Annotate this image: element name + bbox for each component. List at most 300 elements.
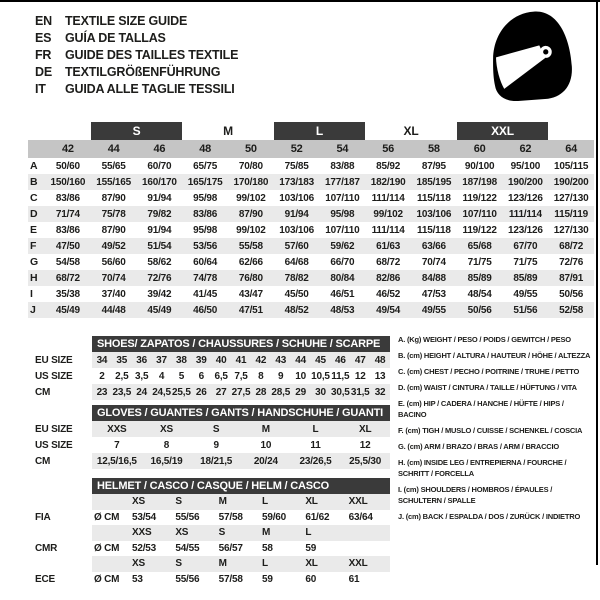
measurement-cell: 48/53	[330, 304, 355, 316]
row-label: CM	[35, 386, 51, 398]
helmet-unit-cell	[92, 494, 130, 510]
measurement-row-G	[28, 254, 594, 270]
measurement-row-A	[28, 158, 594, 174]
helmet-value-row	[28, 510, 390, 526]
row-letter: H	[30, 272, 38, 284]
right-border	[596, 0, 598, 565]
measurement-cell: 66/70	[330, 256, 355, 268]
helmet-value-cell: 59	[261, 573, 273, 585]
measurement-cell: 95/98	[193, 224, 218, 236]
textile-size-table	[28, 122, 594, 318]
measurement-cell: 85/89	[513, 272, 538, 284]
measurement-cell: 190/200	[508, 176, 543, 188]
gloves-cell: 7	[114, 439, 120, 451]
measurement-cell: 75/85	[284, 160, 309, 172]
helmet-unit-cell	[92, 556, 130, 572]
size-number-cell: 48	[199, 143, 212, 155]
measurement-cell: 46/50	[193, 304, 218, 316]
shoes-cell: 13	[374, 370, 386, 382]
measurement-cell: 103/106	[279, 192, 314, 204]
helmet-size-cell: S	[175, 558, 182, 570]
gloves-cell: 8	[163, 439, 170, 451]
shoes-cell: 37	[156, 354, 167, 366]
measurement-cell: 103/106	[416, 208, 452, 220]
measurement-cell: 46/51	[330, 288, 355, 300]
shoes-cell: 28,5	[271, 386, 291, 398]
measurement-cell: 95/98	[330, 208, 355, 220]
helmet-size-cell: XS	[132, 496, 145, 508]
helmet-unit-cell: Ø CM	[94, 542, 120, 554]
measurement-cell: 49/54	[376, 304, 401, 316]
row-label: EU SIZE	[35, 423, 73, 435]
gloves-cell: XS	[160, 423, 173, 435]
measurement-cell: 91/94	[147, 224, 172, 236]
helmet-size-values	[92, 525, 390, 541]
helmet-value-cell: 59	[305, 542, 317, 554]
measurement-cell: 35/38	[55, 288, 80, 300]
measurement-cell: 74/78	[193, 272, 218, 284]
row-letter: J	[30, 304, 36, 316]
measurement-cell: 71/74	[55, 208, 80, 220]
shoes-cell: 24	[136, 386, 148, 398]
shoes-cell: 34	[96, 354, 108, 366]
measurement-cell: 58/62	[147, 256, 172, 268]
measurement-cell: 87/95	[421, 160, 446, 172]
shoes-cell: 40	[215, 354, 227, 366]
measurement-cell: 107/110	[325, 224, 360, 236]
measurement-cell: 127/130	[553, 224, 589, 236]
language-code: EN	[35, 13, 52, 28]
measurement-cell: 83/86	[55, 192, 80, 204]
shoes-cell: 27,5	[231, 386, 251, 398]
gloves-cell: 20/24	[253, 455, 278, 467]
helmet-size-cell: XS	[175, 527, 189, 539]
shoes-cell: 44	[295, 354, 306, 366]
size-number-cell: 50	[244, 143, 257, 155]
measurement-cell: 47/51	[238, 304, 263, 316]
helmet-value-cell: 55/56	[175, 511, 200, 523]
legend-item: D. (cm) WAIST / CINTURA / TAILLE / HÜFTUNG / VITA	[398, 383, 577, 392]
language-code: FR	[35, 47, 52, 62]
measurement-cell: 48/54	[467, 288, 492, 300]
helmet-size-cell: S	[218, 527, 226, 539]
measurement-legend	[398, 334, 592, 527]
measurement-cell: 50/60	[55, 160, 80, 172]
measurement-cell: 91/94	[284, 208, 309, 220]
measurement-cell: 51/56	[513, 304, 538, 316]
shoes-cell: 12	[354, 370, 366, 382]
measurement-cell: 123/126	[508, 192, 543, 204]
measurement-cell: 61/63	[376, 240, 401, 252]
row-label: EU SIZE	[35, 354, 73, 366]
measurement-cell: 47/50	[55, 240, 80, 252]
measurement-cell: 37/40	[101, 288, 126, 300]
helmet-value-row	[28, 541, 390, 557]
row-letter: B	[30, 176, 38, 188]
size-number-cell: 46	[153, 143, 166, 155]
shoes-table-title: SHOES/ ZAPATOS / CHAUSSURES / SCHUHE / SCARPE	[92, 336, 390, 352]
helmet-value-cell: 61	[348, 573, 360, 585]
measurement-cell: 87/90	[101, 192, 126, 204]
measurement-cell: 107/110	[325, 192, 360, 204]
measurement-row-E	[28, 222, 594, 238]
size-number-cell: 58	[427, 143, 440, 155]
helmet-size-cell: XXL	[348, 496, 368, 508]
measurement-cell: 87/90	[238, 208, 263, 220]
measurement-cell: 53/56	[193, 240, 218, 252]
measurement-cell: 64/68	[284, 256, 309, 268]
helmet-value-cell: 54/55	[175, 542, 200, 554]
measurement-row-D	[28, 206, 594, 222]
shoes-cell: 2,5	[115, 370, 129, 382]
helmet-value-cell: 53	[132, 573, 143, 585]
size-number-cell: 44	[107, 143, 120, 155]
gloves-cell: L	[312, 423, 319, 435]
measurement-cell: 50/56	[559, 288, 584, 300]
measurement-cell: 177/187	[325, 176, 360, 188]
language-title: GUÍA DE TALLAS	[65, 30, 166, 45]
measurement-cell: 45/50	[284, 288, 309, 300]
gloves-row-values	[92, 421, 390, 437]
measurement-cell: 45/49	[147, 304, 172, 316]
shoes-cell: 36	[136, 354, 148, 366]
helmet-size-values	[92, 556, 390, 572]
helmet-value-cell: 52/53	[132, 542, 157, 554]
measurement-cell: 68/72	[559, 240, 584, 252]
shoes-cell: 38	[176, 354, 187, 366]
helmet-size-cell: M	[218, 496, 227, 508]
shoes-cell: 29	[295, 386, 306, 398]
row-letter: C	[30, 192, 38, 204]
language-title: TEXTILE SIZE GUIDE	[65, 13, 188, 28]
shoes-cell: 10,5	[311, 370, 330, 382]
measurement-cell: 52/58	[559, 304, 584, 316]
size-number-row	[28, 140, 594, 158]
measurement-cell: 85/92	[376, 160, 401, 172]
measurement-cell: 54/58	[55, 256, 80, 268]
shoes-cell: 24,5	[152, 386, 171, 398]
shoes-cell: 48	[374, 354, 386, 366]
measurement-row-C	[28, 190, 594, 206]
legend-item: B. (cm) HEIGHT / ALTURA / HAUTEUR / HÖHE / ALTEZZA	[398, 351, 591, 360]
measurement-cell: 99/102	[236, 224, 266, 236]
measurement-cell: 62/66	[238, 256, 263, 268]
measurement-cell: 49/55	[513, 288, 538, 300]
shoes-cell: 32	[374, 386, 386, 398]
shoes-table	[28, 336, 390, 400]
shoes-cell: 39	[195, 354, 207, 366]
measurement-cell: 99/102	[236, 192, 266, 204]
helmet-icon	[480, 5, 580, 107]
helmet-value-cell: 56/57	[218, 542, 243, 554]
shoes-cell: 31,5	[350, 386, 370, 398]
row-letter: A	[30, 160, 38, 172]
gloves-cell: 12	[359, 439, 371, 451]
helmet-table-title: HELMET / CASCO / CASQUE / HELM / CASCO	[92, 478, 390, 494]
language-row	[35, 63, 238, 80]
measurement-cell: 123/126	[508, 224, 543, 236]
helmet-size-row	[28, 525, 390, 541]
measurement-cell: 111/114	[508, 208, 542, 220]
measurement-row-I	[28, 286, 594, 302]
shoes-cell: 43	[275, 354, 287, 366]
helmet-size-cell: S	[175, 496, 182, 508]
measurement-cell: 173/183	[279, 176, 314, 188]
shoes-row-values	[92, 368, 390, 384]
legend-item: J. (cm) BACK / ESPALDA / DOS / ZURÜCK / INDIETRO	[398, 512, 581, 521]
shoes-cell: 25,5	[172, 386, 191, 398]
measurement-cell: 87/90	[101, 224, 126, 236]
shoes-cell: 23	[96, 386, 108, 398]
helmet-value-cell: 57/58	[218, 511, 243, 523]
row-label: CMR	[35, 542, 58, 554]
measurement-cell: 105/115	[554, 160, 589, 172]
helmet-value-cell: 53/54	[132, 511, 157, 523]
helmet-value-row	[28, 572, 390, 588]
helmet-size-cell	[347, 525, 390, 541]
measurement-cell: 82/86	[376, 272, 401, 284]
language-code: IT	[35, 81, 46, 96]
helmet-value-cell: 58	[261, 542, 273, 554]
top-border	[0, 0, 600, 2]
language-code: ES	[35, 30, 52, 45]
helmet-value-cell	[347, 541, 390, 557]
legend-item: H. (cm) INSIDE LEG / ENTREPIERNA / FOURCHE / SCHRITT / FORCELLA	[398, 458, 567, 478]
gloves-row-values	[92, 453, 390, 469]
measurement-cell: 71/75	[513, 256, 538, 268]
measurement-cell: 78/82	[284, 272, 309, 284]
measurement-cell: 111/114	[371, 224, 405, 236]
language-row	[35, 29, 238, 46]
shoes-cell: 27	[215, 386, 227, 398]
size-band-row	[28, 122, 594, 140]
measurement-cell: 190/200	[553, 176, 589, 188]
helmet-value-cell: 61/62	[305, 511, 330, 523]
gloves-cell: 23/26,5	[299, 455, 332, 467]
measurement-cell: 115/118	[417, 224, 451, 236]
row-letter: D	[30, 208, 38, 220]
language-row	[35, 46, 238, 63]
row-letter: I	[30, 288, 33, 300]
size-number-cell: 60	[473, 143, 486, 155]
shoes-row	[28, 384, 390, 400]
helmet-size-cell: XL	[305, 496, 318, 508]
measurement-cell: 83/86	[55, 224, 80, 236]
measurement-cell: 70/74	[421, 256, 446, 268]
language-title: GUIDE DES TAILLES TEXTILE	[65, 47, 239, 62]
row-label: US SIZE	[35, 439, 73, 451]
shoes-cell: 8	[258, 370, 264, 382]
measurement-cell: 155/165	[96, 176, 131, 188]
measurement-cell: 65/68	[467, 240, 492, 252]
gloves-cell: 16,5/19	[150, 455, 183, 467]
measurement-cell: 39/42	[147, 288, 172, 300]
language-row	[35, 12, 238, 29]
helmet-value-cell: 57/58	[218, 573, 243, 585]
legend-item: E. (cm) HIP / CADERA / HANCHE / HÜFTE / HIPS / BACINO	[398, 399, 564, 419]
shoes-cell: 2	[99, 370, 105, 382]
measurement-cell: 76/80	[238, 272, 263, 284]
size-number-cell: 64	[565, 143, 578, 155]
measurement-cell: 87/91	[559, 272, 584, 284]
helmet-unit-cell: Ø CM	[94, 573, 120, 585]
shoes-cell: 7,5	[234, 370, 248, 382]
size-band-cell: S	[91, 122, 183, 140]
helmet-values	[92, 510, 390, 526]
shoes-table-rows	[28, 352, 390, 400]
gloves-cell: XXS	[107, 423, 127, 435]
size-band-cell: L	[274, 122, 366, 140]
measurement-cell: 59/62	[330, 240, 355, 252]
measurement-cell: 65/75	[193, 160, 218, 172]
measurement-cell: 43/47	[238, 288, 263, 300]
measurement-cell: 68/72	[376, 256, 401, 268]
measurement-cell: 80/84	[330, 272, 355, 284]
row-label: CM	[35, 455, 51, 467]
helmet-unit-cell: Ø CM	[94, 511, 120, 523]
shoes-cell: 30	[315, 386, 326, 398]
helmet-size-cell: XXL	[348, 558, 368, 570]
helmet-table	[28, 478, 390, 587]
measurement-cell: 182/190	[370, 176, 406, 188]
language-title-list	[35, 12, 238, 97]
measurement-cell: 95/100	[510, 160, 541, 172]
helmet-table-rows	[28, 494, 390, 587]
shoes-cell: 11,5	[331, 370, 350, 382]
gloves-table-rows	[28, 421, 390, 469]
measurement-cell: 75/78	[101, 208, 126, 220]
gloves-cell: XL	[358, 423, 372, 435]
helmet-values	[92, 541, 390, 557]
size-number-cell: 52	[290, 143, 303, 155]
size-band-cell: M	[223, 124, 233, 138]
helmet-value-cell: 63/64	[348, 511, 373, 523]
measurement-cell: 49/55	[421, 304, 446, 316]
helmet-size-values	[92, 494, 390, 510]
language-row	[35, 80, 238, 97]
measurement-cell: 41/45	[193, 288, 218, 300]
measurement-cell: 127/130	[553, 192, 589, 204]
shoes-row-values	[92, 384, 390, 400]
measurement-cell: 51/54	[147, 240, 172, 252]
gloves-cell: 9	[213, 439, 219, 451]
row-label	[28, 556, 92, 572]
measurement-cell: 60/70	[147, 160, 172, 172]
measurement-cell: 49/52	[101, 240, 126, 252]
measurement-cell: 57/60	[284, 240, 309, 252]
measurement-row-H	[28, 270, 594, 286]
measurement-cell: 99/102	[373, 208, 403, 220]
gloves-cell: M	[261, 423, 270, 435]
shoes-cell: 30,5	[330, 386, 350, 398]
gloves-table-title: GLOVES / GUANTES / GANTS / HANDSCHUHE / GUANTI	[92, 405, 390, 421]
measurement-cell: 55/65	[101, 160, 126, 172]
legend-item: A. (Kg) WEIGHT / PESO / POIDS / GEWITCH / PESO	[398, 335, 571, 344]
shoes-cell: 46	[334, 354, 346, 366]
shoes-cell: 4	[158, 370, 165, 382]
row-letter: E	[30, 224, 37, 236]
shoes-cell: 5	[178, 370, 185, 382]
measurement-cell: 45/49	[55, 304, 80, 316]
size-band-cell: XL	[403, 124, 419, 138]
measurement-cell: 71/75	[467, 256, 492, 268]
shoes-row-values	[92, 352, 390, 368]
shoes-row	[28, 368, 390, 384]
shoes-cell: 23,5	[112, 386, 132, 398]
measurement-cell: 70/74	[101, 272, 126, 284]
measurement-cell: 170/180	[233, 176, 269, 188]
legend-item: I. (cm) SHOULDERS / HOMBROS / ÉPAULES / SCHULTERN / SPALLE	[398, 485, 553, 505]
gloves-cell: S	[212, 423, 220, 435]
shoes-cell: 42	[255, 354, 267, 366]
helmet-size-cell: XS	[132, 558, 145, 570]
shoes-cell: 6,5	[214, 370, 228, 382]
size-band-cell: XXL	[457, 122, 549, 140]
gloves-cell: 12,5/16,5	[96, 455, 137, 467]
measurement-cell: 46/52	[376, 288, 401, 300]
measurement-cell: 50/56	[467, 304, 492, 316]
size-number-cell: 54	[336, 143, 349, 155]
measurement-cell: 85/89	[467, 272, 492, 284]
gloves-row	[28, 453, 390, 469]
measurement-cell: 68/72	[55, 272, 80, 284]
measurement-cell: 165/175	[187, 176, 223, 188]
helmet-value-cell: 59/60	[261, 511, 287, 523]
measurement-cell: 107/110	[462, 208, 497, 220]
measurement-cell: 63/66	[421, 240, 446, 252]
measurement-cell: 83/88	[330, 160, 355, 172]
row-label: FIA	[35, 511, 51, 523]
row-label: ECE	[35, 573, 55, 585]
measurement-cell: 90/100	[464, 160, 495, 172]
measurement-cell: 150/160	[50, 176, 86, 188]
measurement-row-B	[28, 174, 594, 190]
measurement-cell: 70/80	[238, 160, 263, 172]
gloves-row	[28, 421, 390, 437]
measurement-cell: 185/195	[416, 176, 452, 188]
helmet-size-cell: XL	[305, 558, 318, 570]
gloves-table	[28, 405, 390, 469]
helmet-values	[92, 572, 390, 588]
shoes-cell: 3,5	[135, 370, 149, 382]
measurement-cell: 119/122	[462, 192, 497, 204]
size-number-cell	[28, 140, 45, 158]
gloves-cell: 10	[260, 439, 272, 451]
legend-item: C. (cm) CHEST / PECHO / POITRINE / TRUHE / PETTO	[398, 367, 580, 376]
language-title: GUIDA ALLE TAGLIE TESSILI	[65, 81, 235, 96]
measurement-cell: 56/60	[101, 256, 126, 268]
shoes-cell: 41	[235, 354, 247, 366]
measurement-cell: 91/94	[147, 192, 172, 204]
measurement-cell: 95/98	[193, 192, 218, 204]
shoes-row	[28, 352, 390, 368]
size-band-cell	[548, 122, 594, 140]
size-number-cell: 42	[61, 143, 74, 155]
helmet-size-row	[28, 556, 390, 572]
helmet-value-cell: 55/56	[175, 573, 200, 585]
measurement-cell: 72/76	[559, 256, 584, 268]
row-label	[28, 525, 92, 541]
measurement-cell: 72/76	[147, 272, 172, 284]
language-title: TEXTILGRÖßENFÜHRUNG	[65, 64, 221, 79]
shoes-cell: 45	[315, 354, 326, 366]
size-number-cell: 62	[519, 143, 532, 155]
measurement-cell: 111/114	[371, 192, 405, 204]
shoes-cell: 10	[295, 370, 306, 382]
measurement-row-F	[28, 238, 594, 254]
gloves-cell: 18/21,5	[200, 455, 233, 467]
gloves-cell: 25,5/30	[349, 455, 382, 467]
